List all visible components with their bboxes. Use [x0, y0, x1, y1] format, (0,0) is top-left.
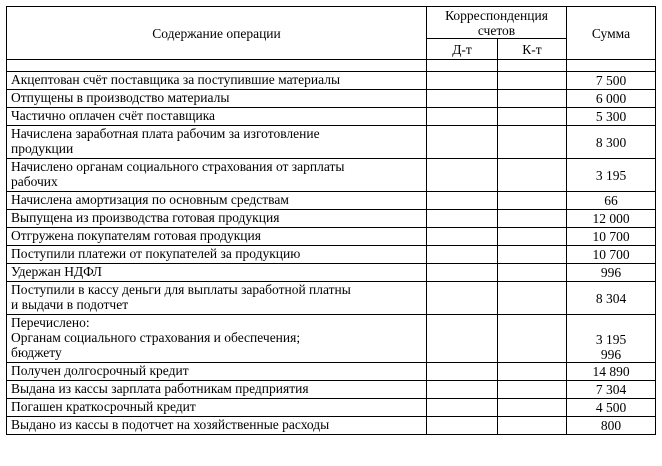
table-row — [7, 90, 656, 108]
credit-cell — [498, 210, 567, 228]
operation-description — [7, 315, 427, 363]
operation-description — [7, 282, 427, 315]
spacer-cell — [427, 60, 498, 72]
debit-cell — [427, 192, 498, 210]
amount-cell — [567, 246, 656, 264]
amount-cell — [567, 90, 656, 108]
description-line: Поступили платежи от покупателей за продукцию — [11, 246, 301, 261]
operations-table — [6, 6, 656, 435]
operation-description — [7, 126, 427, 159]
debit-cell — [427, 246, 498, 264]
table-row — [7, 126, 656, 159]
debit-cell — [427, 90, 498, 108]
credit-cell — [498, 159, 567, 192]
amount-value: 12 000 — [592, 211, 630, 226]
description-line: Перечислено: — [11, 315, 90, 330]
credit-cell — [498, 417, 567, 435]
amount-value: 6 000 — [595, 91, 627, 106]
description-line: Органам социального страхования и обеспечения; — [11, 330, 301, 345]
amount-value: 3 195 — [595, 167, 627, 183]
table-row — [7, 159, 656, 192]
spacer-cell — [498, 60, 567, 72]
credit-cell — [498, 246, 567, 264]
table-row — [7, 282, 656, 315]
operation-description — [7, 246, 427, 264]
operation-description — [7, 399, 427, 417]
amount-cell — [567, 264, 656, 282]
description-line: бюджету — [11, 345, 62, 360]
header-correspondence: Корреспонденция счетов — [427, 7, 567, 39]
amount-cell — [567, 126, 656, 159]
credit-cell — [498, 108, 567, 126]
table-row — [7, 315, 656, 363]
spacer-cell — [7, 60, 427, 72]
header-debit: Д-т — [427, 39, 498, 60]
description-line: Акцептован счёт поставщика за поступившие материалы — [11, 72, 341, 87]
table-row — [7, 72, 656, 90]
table-row — [7, 210, 656, 228]
amount-cell — [567, 210, 656, 228]
amount-cell — [567, 159, 656, 192]
table-row — [7, 399, 656, 417]
amount-cell — [567, 72, 656, 90]
credit-cell — [498, 228, 567, 246]
description-line: Погашен краткосрочный кредит — [11, 399, 196, 414]
debit-cell — [427, 72, 498, 90]
debit-cell — [427, 399, 498, 417]
amount-value: 996 — [600, 265, 622, 280]
operation-description — [7, 363, 427, 381]
credit-cell — [498, 90, 567, 108]
description-line: Выдано из кассы в подотчет на хозяйственные расходы — [11, 417, 330, 432]
description-line: Отпущены в производство материалы — [11, 90, 230, 105]
operation-description — [7, 264, 427, 282]
credit-cell — [498, 315, 567, 363]
amount-cell — [567, 228, 656, 246]
description-line: Удержан НДФЛ — [11, 264, 102, 279]
operation-description — [7, 192, 427, 210]
table-row — [7, 192, 656, 210]
amount-value: 8 304 — [595, 290, 627, 306]
debit-cell — [427, 159, 498, 192]
amount-value: 7 304 — [595, 382, 627, 397]
amount-value: 10 700 — [592, 229, 630, 244]
amount-value: 14 890 — [592, 364, 630, 379]
description-line: продукции — [11, 141, 74, 156]
table-row — [7, 228, 656, 246]
debit-cell — [427, 363, 498, 381]
description-line: Выпущена из производства готовая продукция — [11, 210, 280, 225]
amount-cell — [567, 363, 656, 381]
table-row — [7, 381, 656, 399]
credit-cell — [498, 126, 567, 159]
description-line: Отгружена покупателям готовая продукция — [11, 228, 261, 243]
table-row — [7, 264, 656, 282]
debit-cell — [427, 126, 498, 159]
amount-value: 7 500 — [595, 73, 627, 88]
description-line: Начислена амортизация по основным средствам — [11, 192, 289, 207]
credit-cell — [498, 264, 567, 282]
description-line: Частично оплачен счёт поставщика — [11, 108, 216, 123]
debit-cell — [427, 417, 498, 435]
amount-value: 4 500 — [595, 400, 627, 415]
debit-cell — [427, 264, 498, 282]
description-line: Выдана из кассы зарплата работникам предприятия — [11, 381, 309, 396]
amount-cell — [567, 192, 656, 210]
operation-description — [7, 381, 427, 399]
spacer-cell — [567, 60, 656, 72]
amount-value: 800 — [600, 418, 622, 433]
description-line: рабочих — [11, 174, 58, 189]
table-row — [7, 246, 656, 264]
operation-description — [7, 417, 427, 435]
debit-cell — [427, 228, 498, 246]
description-line: Получен долгосрочный кредит — [11, 363, 189, 378]
credit-cell — [498, 72, 567, 90]
credit-cell — [498, 399, 567, 417]
amount-cell — [567, 282, 656, 315]
credit-cell — [498, 363, 567, 381]
description-line: Поступили в кассу деньги для выплаты заработной платны — [11, 282, 351, 297]
credit-cell — [498, 381, 567, 399]
amount-cell — [567, 399, 656, 417]
operation-description — [7, 210, 427, 228]
debit-cell — [427, 108, 498, 126]
description-line: Начислена заработная плата рабочим за изготовление — [11, 126, 320, 141]
header-credit: К-т — [498, 39, 567, 60]
amount-value: 10 700 — [592, 247, 630, 262]
operation-description — [7, 90, 427, 108]
header-amount: Сумма — [567, 7, 656, 60]
debit-cell — [427, 282, 498, 315]
amount-cell — [567, 417, 656, 435]
description-line: Начислено органам социального страхования от зарплаты — [11, 159, 345, 174]
amount-value: 66 — [604, 193, 618, 208]
amount-value: 8 300 — [595, 134, 627, 150]
debit-cell — [427, 381, 498, 399]
operation-description — [7, 228, 427, 246]
credit-cell — [498, 282, 567, 315]
operation-description — [7, 72, 427, 90]
credit-cell — [498, 192, 567, 210]
operation-description — [7, 108, 427, 126]
table-row — [7, 417, 656, 435]
amount-cell — [567, 381, 656, 399]
amount-cell — [567, 315, 656, 363]
debit-cell — [427, 315, 498, 363]
description-line: и выдачи в подотчет — [11, 297, 129, 312]
amount-value: 3 195 — [595, 332, 627, 347]
amount-value: 996 — [600, 347, 622, 362]
table-row — [7, 108, 656, 126]
table-row — [7, 363, 656, 381]
debit-cell — [427, 210, 498, 228]
operation-description — [7, 159, 427, 192]
amount-cell — [567, 108, 656, 126]
header-operation: Содержание операции — [7, 7, 427, 60]
amount-value: 5 300 — [595, 109, 627, 124]
